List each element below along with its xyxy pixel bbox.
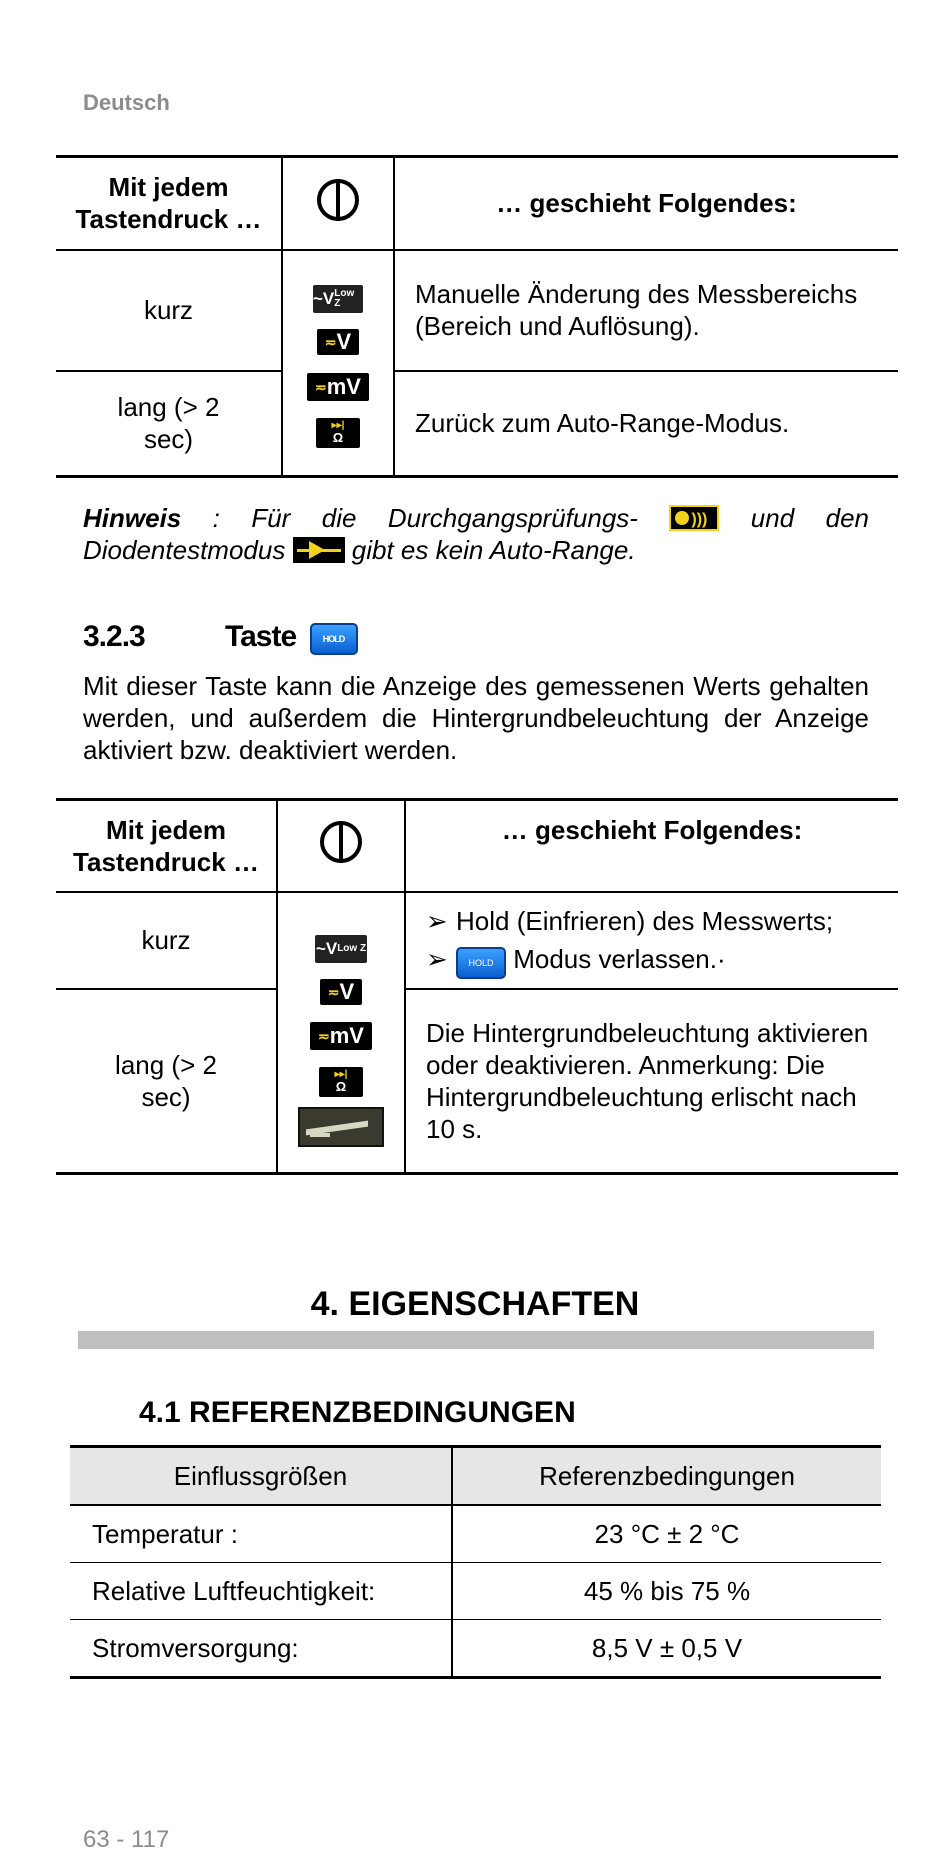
table2-header-press: Mit jedem Tastendruck …: [56, 800, 277, 892]
ac-dc-v-icon: ≂ V: [320, 979, 362, 1005]
table2-header-result: … geschieht Folgendes:: [405, 800, 898, 892]
rotary-switch-icon: [320, 821, 362, 863]
diode-ohm-icon: ▸▸| Ω: [319, 1067, 363, 1097]
table-row: Temperatur : 23 °C ± 2 °C: [70, 1505, 881, 1563]
section-heading-323: 3.2.3 Taste HOLD: [83, 620, 145, 654]
function-icons-cell: [277, 892, 405, 1174]
range-button-table: [56, 155, 898, 478]
note-paragraph: Hinweis : Für die Durchgangsprüfungs- ))) und den Diodentestmodus gibt es kein Auto-Range.: [83, 502, 869, 566]
table-header-icon-cell: [282, 157, 394, 250]
arrow-bullet-icon: ➢: [426, 943, 448, 974]
section-title-41: 4.1 REFERENZBEDINGUNGEN: [139, 1396, 576, 1429]
hold-button-icon: HOLD: [310, 623, 358, 655]
chapter-title: 4. EIGENSCHAFTEN: [310, 1285, 640, 1323]
chapter-rule: [78, 1331, 874, 1349]
hold-button-table: [56, 798, 898, 1175]
arrow-bullet-icon: ➢: [426, 905, 448, 936]
continuity-icon: [669, 505, 719, 531]
table-header-result: … geschieht Folgendes:: [394, 157, 898, 250]
table-header-press: Mit jedem Tastendruck …: [56, 157, 282, 250]
rotary-switch-icon: [317, 179, 359, 221]
ref-header-value: Referenzbedingungen: [452, 1447, 881, 1506]
press-long: lang (> 2 sec): [115, 1049, 217, 1112]
diode-icon: [293, 537, 345, 563]
table2-header-icon-cell: [277, 800, 405, 892]
result-short: ➢ Hold (Einfrieren) des Messwerts; ➢ HOLD Modus verlassen.·: [405, 892, 898, 989]
ac-dc-mv-icon: ≂ mV: [307, 373, 369, 401]
ac-dc-mv-icon: ≂ mV: [310, 1022, 372, 1050]
table-row: Relative Luftfeuchtigkeit: 45 % bis 75 %: [70, 1563, 881, 1620]
ac-dc-v-icon: ≂ V: [317, 329, 359, 355]
result-short: Manuelle Änderung des Messbereichs (Bereich und Auflösung).: [394, 250, 898, 371]
reference-conditions-table: [70, 1445, 881, 1679]
function-icons-cell: [282, 250, 394, 477]
press-short: kurz: [56, 250, 282, 371]
v-lowz-icon: ~V Low Z: [315, 935, 367, 963]
language-label: Deutsch: [83, 90, 170, 115]
section-paragraph: Mit dieser Taste kann die Anzeige des gemessenen Werts gehalten werden, und außerdem die Hintergrundbeleuchtung der Anzeige aktiviert bzw. deaktiviert werden.: [83, 671, 869, 765]
page-number: 63 - 117: [83, 1826, 170, 1853]
result-long: Die Hintergrundbeleuchtung aktivieren oder deaktivieren. Anmerkung: Die Hintergrundbeleuchtung erlischt nach 10 s.: [426, 1017, 869, 1144]
table-row: Stromversorgung: 8,5 V ± 0,5 V: [70, 1620, 881, 1678]
note-label: Hinweis: [83, 503, 182, 533]
press-short: kurz: [56, 892, 277, 989]
backlight-slider-icon: [298, 1107, 384, 1147]
v-lowz-icon: ~V Low Z: [313, 285, 363, 313]
hold-button-icon: HOLD: [456, 947, 506, 979]
ref-header-param: Einflussgrößen: [70, 1447, 452, 1506]
diode-ohm-icon: ▸▸| Ω: [316, 418, 360, 448]
result-long: Zurück zum Auto-Range-Modus.: [415, 408, 790, 439]
press-long: lang (> 2 sec): [117, 392, 220, 455]
